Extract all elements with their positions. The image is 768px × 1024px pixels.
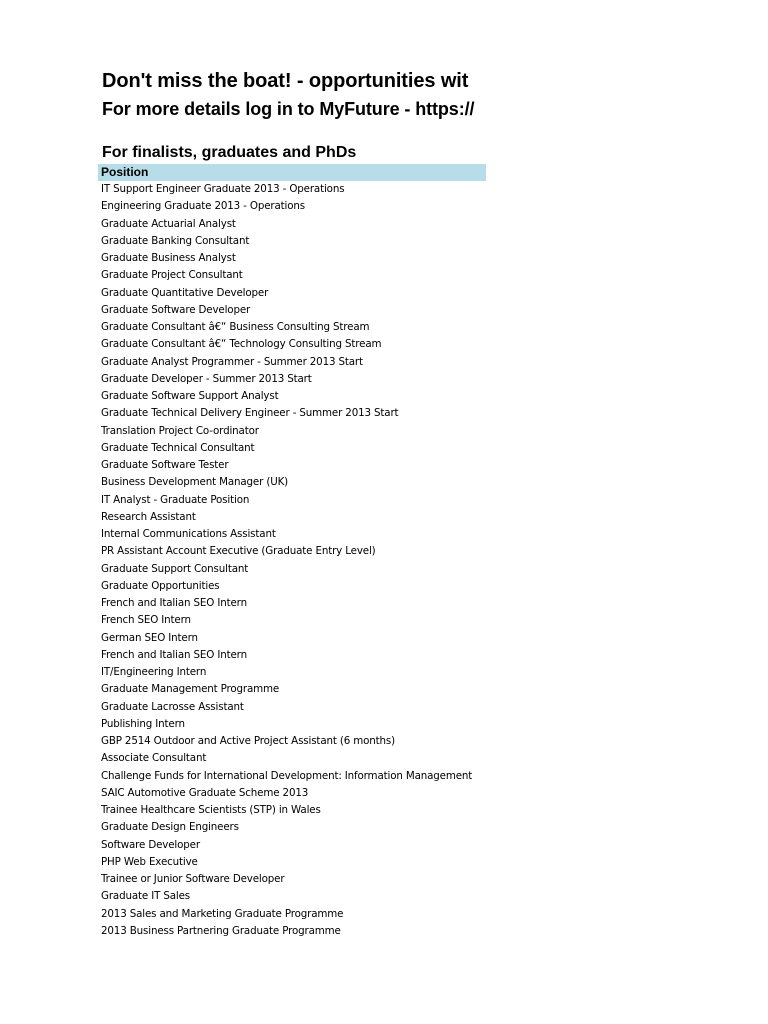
table-header-row: [98, 164, 486, 181]
table-row: Research Assistant: [101, 510, 196, 523]
table-header-position: Position: [101, 165, 149, 179]
table-row: IT Support Engineer Graduate 2013 - Operations: [101, 183, 345, 195]
table-row: Graduate Analyst Programmer - Summer 2013 Start: [101, 355, 363, 368]
table-row: Graduate IT Sales: [101, 890, 190, 903]
table-row: PHP Web Executive: [101, 855, 198, 868]
section-heading: For finalists, graduates and PhDs: [102, 144, 357, 161]
table-row: 2013 Business Partnering Graduate Programme: [101, 924, 341, 937]
table-row: Graduate Consultant â€“ Business Consulting Stream: [101, 321, 370, 333]
document-title: Don't miss the boat! - opportunities wit: [102, 70, 469, 92]
table-row: 2013 Sales and Marketing Graduate Programme: [101, 907, 344, 920]
table-row: Publishing Intern: [101, 717, 185, 730]
table-row: PR Assistant Account Executive (Graduate Entry Level): [101, 545, 376, 558]
table-row: Associate Consultant: [101, 752, 207, 765]
table-row: Graduate Opportunities: [101, 579, 220, 592]
table-row: Graduate Software Developer: [101, 303, 251, 316]
table-row: Trainee or Junior Software Developer: [101, 873, 285, 885]
table-row: Translation Project Co-ordinator: [101, 424, 259, 437]
table-row: Trainee Healthcare Scientists (STP) in Wales: [101, 804, 321, 816]
table-row: Graduate Quantitative Developer: [101, 286, 269, 299]
table-row: Challenge Funds for International Development: Information Management: [101, 769, 473, 782]
table-row: French and Italian SEO Intern: [101, 648, 247, 661]
table-row: IT/Engineering Intern: [101, 666, 207, 678]
table-row: Business Development Manager (UK): [101, 476, 289, 489]
table-row: Graduate Support Consultant: [101, 562, 249, 575]
table-row: Graduate Lacrosse Assistant: [101, 700, 244, 713]
table-row: Graduate Technical Delivery Engineer - Summer 2013 Start: [101, 407, 399, 420]
table-row: German SEO Intern: [101, 631, 198, 644]
positions-list: [101, 181, 501, 940]
table-row: GBP 2514 Outdoor and Active Project Assistant (6 months): [101, 735, 396, 747]
table-row: Software Developer: [101, 838, 200, 851]
table-row: SAIC Automotive Graduate Scheme 2013: [101, 786, 309, 799]
table-row: French and Italian SEO Intern: [101, 597, 247, 609]
table-row: French SEO Intern: [101, 614, 191, 627]
table-row: Engineering Graduate 2013 - Operations: [101, 200, 305, 213]
table-row: Graduate Design Engineers: [101, 821, 239, 834]
table-row: Graduate Actuarial Analyst: [101, 217, 236, 230]
table-row: IT Analyst - Graduate Position: [101, 493, 250, 506]
document-subtitle: For more details log in to MyFuture - https://: [102, 99, 475, 119]
table-row: Graduate Project Consultant: [101, 269, 243, 282]
table-row: Graduate Banking Consultant: [101, 234, 250, 247]
table-row: Graduate Software Tester: [101, 459, 229, 471]
table-row: Graduate Consultant â€“ Technology Consulting Stream: [101, 338, 382, 351]
table-row: Graduate Business Analyst: [101, 252, 236, 264]
table-row: Graduate Developer - Summer 2013 Start: [101, 372, 312, 385]
table-row: Graduate Software Support Analyst: [101, 390, 279, 402]
table-row: Internal Communications Assistant: [101, 528, 276, 540]
table-row: Graduate Technical Consultant: [101, 441, 255, 454]
table-row: Graduate Management Programme: [101, 683, 280, 696]
